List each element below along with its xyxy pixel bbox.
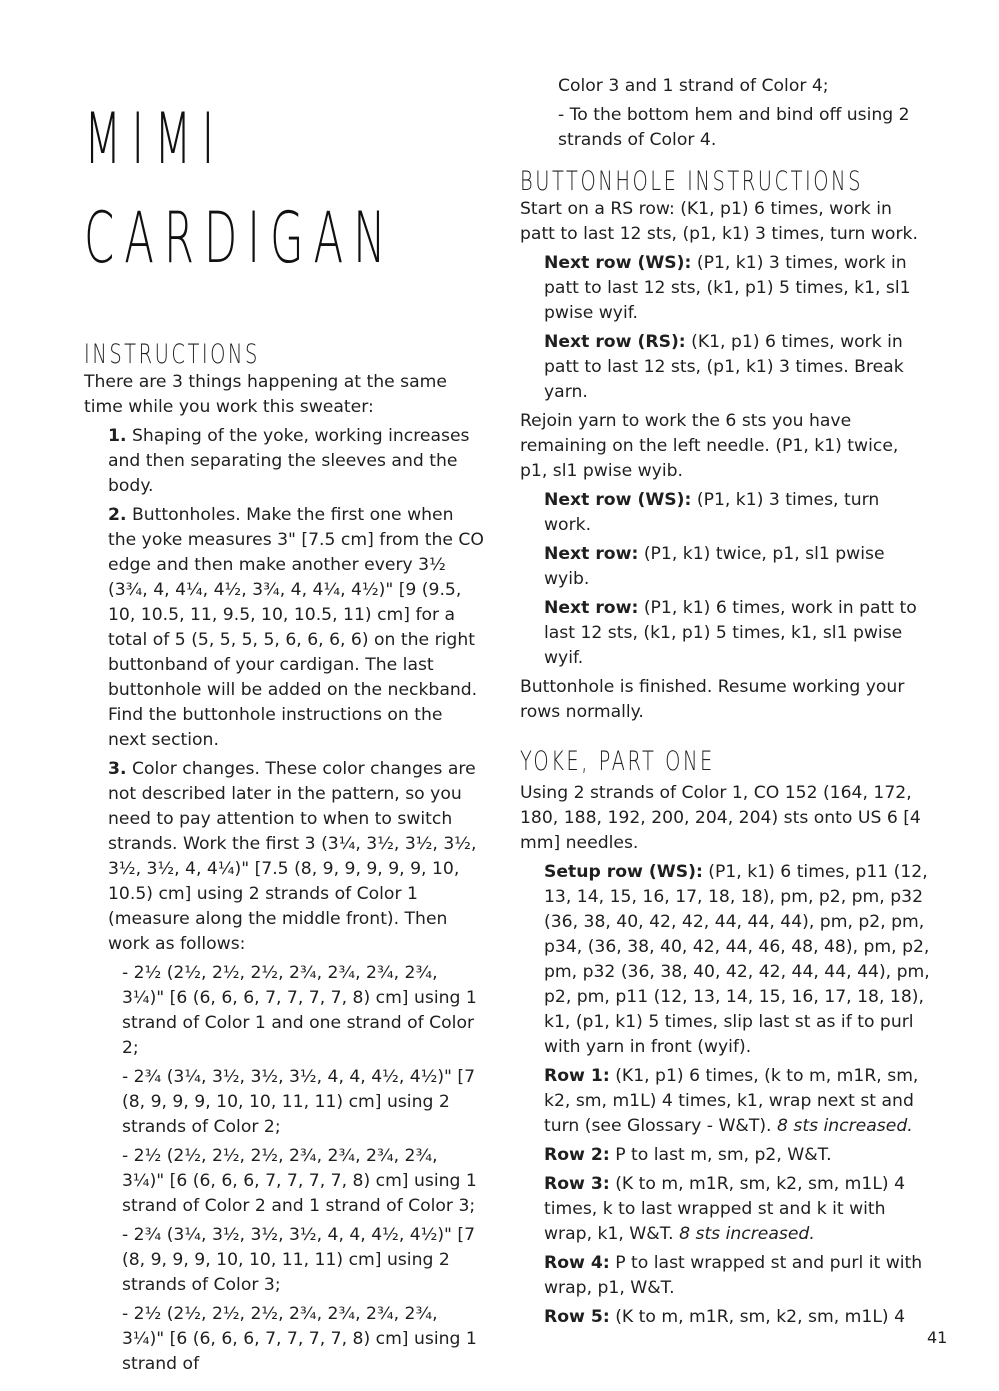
row-text: (K to m, m1R, sm, k2, sm, m1L) 4 times, k to last wrapped st and k it with wrap, k1, W&T. bbox=[544, 1174, 906, 1244]
increase-note: 8 sts increased. bbox=[776, 1116, 913, 1136]
right-column bbox=[520, 74, 930, 1334]
item-number: 2. bbox=[108, 505, 127, 525]
row-text: P to last wrapped st and purl it with wrap, p1, W&T. bbox=[544, 1253, 923, 1298]
row-text: (P1, k1) 3 times, work in patt to last 12 sts, (k1, p1) 5 times, k1, sl1 pwise wyif. bbox=[544, 253, 911, 323]
instruction-row bbox=[520, 1172, 930, 1247]
instruction-row bbox=[520, 1251, 930, 1301]
row-label: Row 4: bbox=[544, 1253, 610, 1273]
row-text: (K to m, m1R, sm, k2, sm, m1L) 4 bbox=[609, 1307, 906, 1327]
title-line-1: MIMI bbox=[84, 98, 225, 180]
color-step: - 2½ (2½, 2½, 2½, 2¾, 2¾, 2¾, 2¾, 3¼)" [6 (6, 6, 6, 7, 7, 7, 7, 8) cm] using 1 strand of Color 2 and 1 strand of Color 3; bbox=[122, 1146, 477, 1216]
instruction-row bbox=[520, 330, 930, 405]
row-text: (P1, k1) 6 times, work in patt to last 12 sts, (k1, p1) 5 times, k1, sl1 pwise wyif. bbox=[544, 598, 917, 668]
paragraph: Buttonhole is finished. Resume working your rows normally. bbox=[520, 677, 905, 722]
row-text: (P1, k1) twice, p1, sl1 pwise wyib. bbox=[544, 544, 885, 589]
row-label: Row 1: bbox=[544, 1066, 610, 1086]
item-text: Color changes. These color changes are not described later in the pattern, so you need to pay attention to when to switch strands. Work the first 3 (3¼, 3½, 3½, 3½, 3½, 3½, 4, 4¼)" [7.5 (8, 9, 9, 9, 9, 9, 10, 10.5) cm] using 2 strands of Color 1 (measure along the middle front). Then work as follows: bbox=[108, 759, 477, 954]
yoke-heading: YOKE, PART ONE bbox=[520, 746, 715, 777]
row-text: (K1, p1) 6 times, (k to m, m1R, sm, k2, sm, m1L) 4 times, k1, wrap next st and turn (see Glossary - W&T). bbox=[544, 1066, 919, 1136]
row-label: Next row: bbox=[544, 544, 639, 564]
left-column bbox=[84, 340, 484, 1381]
color-step: - 2½ (2½, 2½, 2½, 2¾, 2¾, 2¾, 2¾, 3¼)" [6 (6, 6, 6, 7, 7, 7, 7, 8) cm] using 1 strand of Color 1 and one strand of Color 2; bbox=[122, 963, 477, 1058]
intro-paragraph: There are 3 things happening at the same time while you work this sweater: bbox=[84, 372, 447, 417]
item-number: 3. bbox=[108, 759, 127, 779]
instruction-row bbox=[520, 1143, 930, 1168]
row-label: Setup row (WS): bbox=[544, 862, 703, 882]
row-label: Next row (WS): bbox=[544, 253, 692, 273]
item-text: Buttonholes. Make the first one when the yoke measures 3" [7.5 cm] from the CO edge and then make another every 3½ (3¾, 4, 4¼, 4½, 3¾, 4, 4¼, 4½)" [9 (9.5, 10, 10.5, 11, 9.5, 10, 10.5, 11) cm] for a total of 5 (5, 5, 5, 5, 6, 6, 6, 6) on the right buttonband of your cardigan. The last buttonhole will be added on the neckband. Find the buttonhole instructions on the next section. bbox=[108, 505, 484, 750]
page-number: 41 bbox=[927, 1328, 948, 1347]
instruction-row bbox=[520, 251, 930, 326]
row-label: Row 2: bbox=[544, 1145, 610, 1165]
list-item bbox=[84, 503, 484, 753]
color-step: - To the bottom hem and bind off using 2 strands of Color 4. bbox=[558, 105, 910, 150]
buttonhole-heading: BUTTONHOLE INSTRUCTIONS bbox=[520, 166, 863, 197]
instruction-row bbox=[520, 488, 930, 538]
list-item bbox=[84, 424, 484, 499]
row-label: Next row: bbox=[544, 598, 639, 618]
row-text: (K1, p1) 6 times, work in patt to last 12 sts, (p1, k1) 3 times. Break yarn. bbox=[544, 332, 904, 402]
title-line-2: CARDIGAN bbox=[84, 197, 396, 279]
item-text: Shaping of the yoke, working increases and then separating the sleeves and the body. bbox=[108, 426, 470, 496]
paragraph: Start on a RS row: (K1, p1) 6 times, work in patt to last 12 sts, (p1, k1) 3 times, turn work. bbox=[520, 199, 918, 244]
row-text: P to last m, sm, p2, W&T. bbox=[609, 1145, 832, 1165]
color-step: - 2¾ (3¼, 3½, 3½, 3½, 4, 4, 4½, 4½)" [7 (8, 9, 9, 9, 10, 10, 11, 11) cm] using 2 strands of Color 3; bbox=[122, 1225, 476, 1295]
row-label: Row 3: bbox=[544, 1174, 610, 1194]
color-step: - 2¾ (3¼, 3½, 3½, 3½, 4, 4, 4½, 4½)" [7 (8, 9, 9, 9, 10, 10, 11, 11) cm] using 2 strands of Color 2; bbox=[122, 1067, 476, 1137]
instruction-row bbox=[520, 542, 930, 592]
instruction-row bbox=[520, 1305, 930, 1330]
row-text: (P1, k1) 6 times, p11 (12, 13, 14, 15, 16, 17, 18, 18), pm, p2, pm, p32 (36, 38, 40, 42, 42, 44, 44, 44), pm, p2, pm, p34, (36, 38, 40, 42, 44, 46, 48, 48), pm, p2, pm, p32 (36, 38, 40, 42, 42, 44, 44, 44), pm, p2, pm, p11 (12, 13, 14, 15, 16, 17, 18, 18), k1, (p1, k1) 5 times, slip last st as if to purl with yarn in front (wyif). bbox=[544, 862, 930, 1057]
color-step-continued: Color 3 and 1 strand of Color 4; bbox=[558, 76, 829, 96]
row-text: (P1, k1) 3 times, turn work. bbox=[544, 490, 880, 535]
list-item bbox=[84, 757, 484, 957]
instructions-heading: INSTRUCTIONS bbox=[84, 339, 260, 370]
row-label: Next row (WS): bbox=[544, 490, 692, 510]
increase-note: 8 sts increased. bbox=[679, 1224, 815, 1244]
row-label: Row 5: bbox=[544, 1307, 610, 1327]
item-number: 1. bbox=[108, 426, 127, 446]
paragraph: Rejoin yarn to work the 6 sts you have remaining on the left needle. (P1, k1) twice, p1, sl1 pwise wyib. bbox=[520, 411, 899, 481]
paragraph: Using 2 strands of Color 1, CO 152 (164, 172, 180, 188, 192, 200, 204, 204) sts onto US 6 [4 mm] needles. bbox=[520, 783, 921, 853]
instruction-row bbox=[520, 596, 930, 671]
row-label: Next row (RS): bbox=[544, 332, 686, 352]
instruction-row bbox=[520, 1064, 930, 1139]
color-step: - 2½ (2½, 2½, 2½, 2¾, 2¾, 2¾, 2¾, 3¼)" [6 (6, 6, 6, 7, 7, 7, 7, 8) cm] using 1 strand of bbox=[122, 1304, 477, 1374]
instruction-row bbox=[520, 860, 930, 1060]
